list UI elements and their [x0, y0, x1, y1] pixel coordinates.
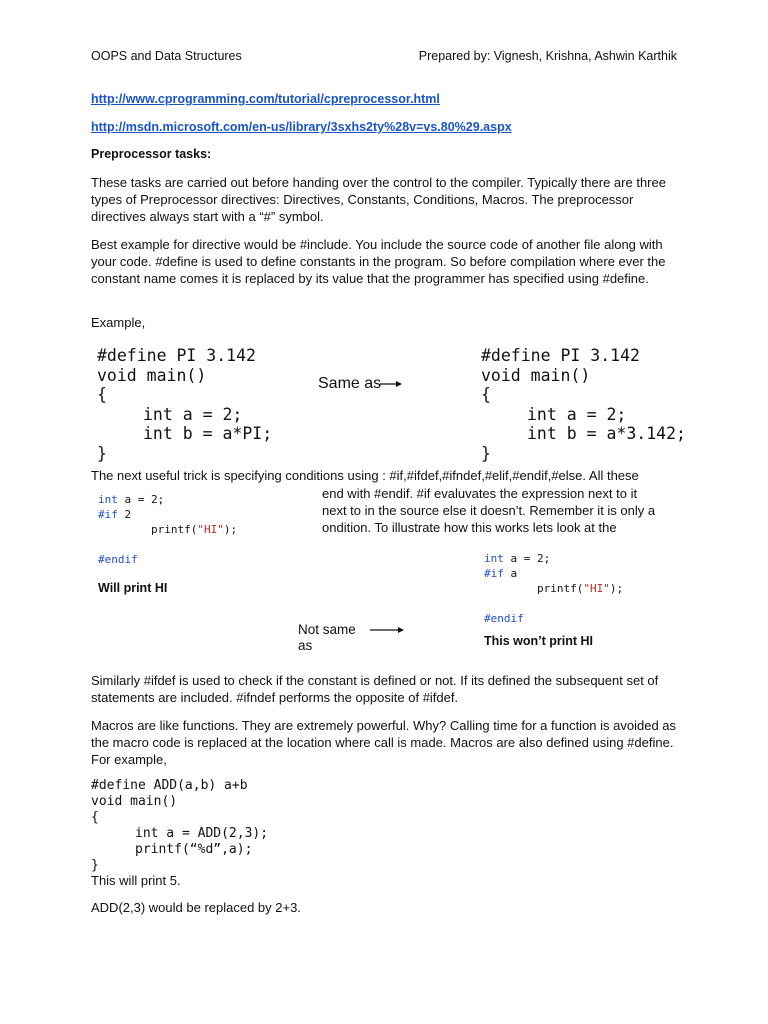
code-line: #endif [484, 612, 524, 625]
define-example-left [97, 346, 272, 463]
header-left: OOPS and Data Structures [91, 49, 242, 63]
same-as-text: Same as [318, 375, 382, 392]
code-line: #endif [98, 553, 138, 566]
caption-wont-print: This won’t print HI [484, 634, 594, 648]
code-line: int a = ADD(2,3); [135, 826, 269, 841]
if-example-right [478, 545, 678, 660]
code-line: } [97, 443, 107, 463]
code-text: printf( [484, 582, 584, 595]
code-line: #define PI 3.142 [481, 346, 640, 365]
paragraph-conditions-line1: The next useful trick is specifying conditions using : #if,#ifdef,#ifndef,#elif,#endif,#else. All these [91, 468, 639, 483]
not-same-as-label [298, 622, 404, 654]
as-text: as [298, 638, 313, 653]
code-line [484, 566, 678, 581]
code-line: } [481, 443, 491, 463]
code-line: } [91, 858, 99, 873]
caption-will-print: Will print HI [98, 581, 168, 595]
code-line: { [97, 385, 107, 404]
code-text: ); [609, 582, 624, 595]
keyword: int [98, 493, 118, 506]
code-line: #define ADD(a,b) a+b [91, 778, 248, 793]
paragraph-conditions-fragment: next to in the source else it doesn’t. Remember it is only a [322, 503, 656, 518]
keyword: #if [484, 567, 504, 580]
code-line [98, 522, 319, 537]
paragraph-macros: Macros are like functions. They are extremely powerful. Why? Calling time for a function is avoided as the macro code is replaced at the location where call is made. Macros are also defined using #define. For example, [91, 718, 677, 767]
code-line: void main() [481, 365, 591, 385]
code-line: void main() [91, 794, 178, 809]
link-msdn[interactable]: http://msdn.microsoft.com/en-us/library/3sxhs2ty%28v=vs.80%29.aspx [91, 120, 512, 134]
string-literal: "HI" [583, 582, 610, 595]
code-text: printf( [98, 523, 198, 536]
string-literal: "HI" [197, 523, 224, 536]
code-text: a [503, 567, 518, 580]
paragraph-include-define: Best example for directive would be #include. You include the source code of another file along with your code. #define is used to define constants in the program. So before compilation where ever the constant name comes it is replaced by its value that the programmer has specified using #define. [91, 237, 666, 286]
code-line: printf(“%d”,a); [135, 842, 253, 857]
same-as-label [318, 375, 402, 393]
replacement-text: ADD(2,3) would be replaced by 2+3. [91, 900, 301, 915]
code-line: int b = a*PI; [143, 424, 273, 443]
code-text: 2 [117, 508, 132, 521]
arrow-right-icon [370, 625, 404, 635]
code-line: { [91, 810, 99, 825]
if-example-left [91, 486, 319, 598]
paragraph-conditions-fragment: end with #endif. #if evaluvates the expression next to it [322, 486, 638, 501]
paragraph-directives: These tasks are carried out before handing over the control to the compiler. Typically there are three types of Preprocessor directives: Directives, Constants, Conditions, Macros. The preprocessor directives always start with a “#” symbol. [91, 175, 666, 224]
not-same-text: Not same [298, 622, 356, 637]
code-line [484, 551, 678, 566]
keyword: #if [98, 508, 118, 521]
code-line: void main() [97, 365, 207, 385]
code-line: int a = 2; [527, 404, 627, 424]
link-cprogramming[interactable]: http://www.cprogramming.com/tutorial/cpreprocessor.html [91, 92, 440, 106]
example-label: Example, [91, 315, 146, 330]
header-right: Prepared by: Vignesh, Krishna, Ashwin Karthik [418, 49, 677, 63]
code-line [98, 492, 319, 507]
code-line: #define PI 3.142 [97, 346, 256, 365]
section-heading: Preprocessor tasks: [91, 147, 212, 161]
code-line: int a = 2; [143, 404, 243, 424]
code-text: a = 2; [117, 493, 165, 506]
code-line: int b = a*3.142; [527, 424, 686, 443]
paragraph-ifdef: Similarly #ifdef is used to check if the constant is defined or not. If its defined the subsequent set of statements are included. #ifndef performs the opposite of #ifdef. [91, 673, 659, 705]
keyword: int [484, 552, 504, 565]
macro-code-block [91, 778, 268, 874]
code-text: ); [223, 523, 238, 536]
code-line: { [481, 385, 491, 404]
code-line [484, 581, 678, 596]
print-result-text: This will print 5. [91, 873, 181, 888]
code-text: a = 2; [503, 552, 551, 565]
define-example-right [481, 346, 686, 463]
paragraph-conditions-fragment: ondition. To illustrate how this works lets look at the [322, 520, 617, 535]
arrow-right-icon [380, 379, 402, 389]
code-line [98, 507, 319, 522]
